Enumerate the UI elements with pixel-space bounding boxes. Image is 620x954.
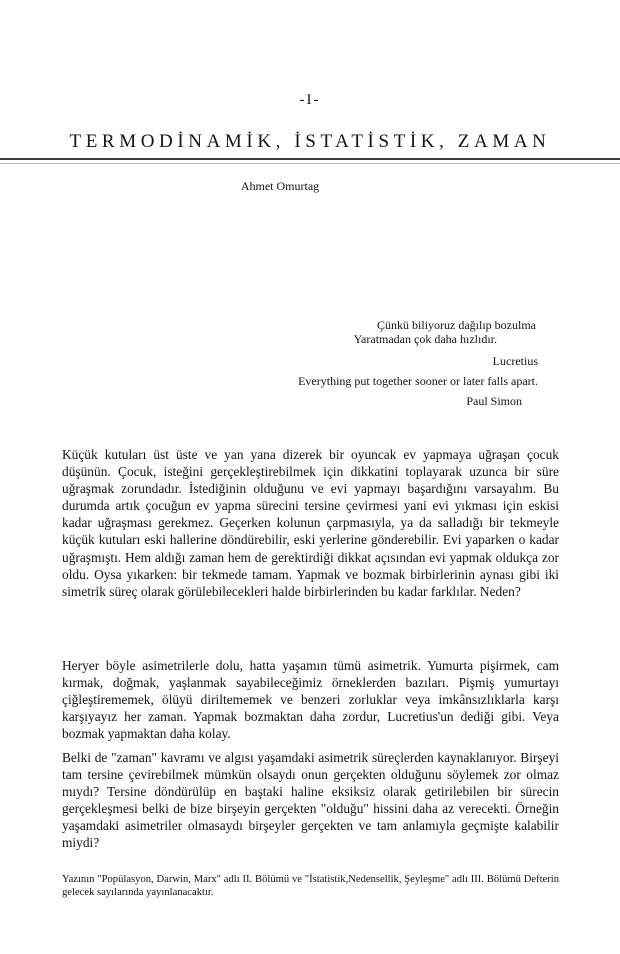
title-rule xyxy=(0,158,620,160)
title-rule-thin xyxy=(0,163,620,164)
footnote: Yazının "Popülasyon, Darwin, Marx" adlı II. Bölümü ve "İstatistik,Nedensellik, Şeyleşme" adlı III. Bölümü Defterin gelecek sayılarında yayınlanacaktır. xyxy=(62,874,559,898)
epigraph-attribution-paul-simon: Paul Simon xyxy=(466,394,522,408)
body-paragraph-2: Heryer böyle asimetrilerle dolu, hatta yaşamın tümü asimetrik. Yumurta pişirmek, cam kırmak, doğmak, yaşlanmak sayabileceğimiz örneklerden bazıları. Pişmiş yumurtayı çiğleştirememek, ölüyü diriltememek ve benzeri zorluklar veya imkânsızlıklarla karşı karşıyayız her zaman. Yapmak bozmaktan daha zordur, Lucretius'un dediği gibi. Veya bozmak yapmaktan daha kolay. xyxy=(62,658,559,742)
epigraph-line-3: Everything put together sooner or later falls apart. xyxy=(298,374,538,388)
body-paragraph-3: Belki de "zaman" kavramı ve algısı yaşamdaki asimetrik süreçlerden kaynaklanıyor. Birşeyi tam tersine çevirebilmek mümkün olsaydı onun gerçekten olduğunu söylemek zor olmaz mıydı? Tersine döndürülüp en baştaki haline eksiksiz olarak getirilebilen bir sürecin gerçekleşmesi belki de bize birşeyin gerçekten "olduğu" hissini daha az verecekti. Örneğin yaşamdaki asimetriler olmasaydı birşeyler gerçekten ve tam anlamıyla geçmişte kalabilir miydi? xyxy=(62,750,559,851)
body-paragraph-1: Küçük kutuları üst üste ve yan yana dizerek bir oyuncak ev yapmaya uğraşan çocuk düşünün. Çocuk, isteğini gerçekleştirebilmek için dikkatini toplayarak uzunca bir süre uğraşmak zorundadır. İstediğinin olduğunu ve evi yapmayı başardığını varsayalım. Bu durumda artık çocuğun ev yapma sürecini tersine çevirmesi yani evi yıkması için eskisi kadar uğraşması gerekmez. Geçerken kolunun çarpmasıyla, ya da salladığı bir tekmeyle küçük kutuları eski hallerine döndürebilir, eski yerlerine gönderebilir. Evi yaparken o kadar uğraşmıştı. Hem aldığı zaman hem de gerektirdiği dikkat açısından evi yapmak oldukça zor oldu. Oysa yıkarken: bir tekmede tamam. Yapmak ve bozmak birbirlerinin aynası gibi iki simetrik süreç olarak görülebilecekleri halde birbirlerinden bu kadar farklılar. Neden? xyxy=(62,447,559,599)
chapter-number: -I- xyxy=(299,92,321,108)
author-name: Ahmet Omurtag xyxy=(240,179,320,193)
epigraph-attribution-lucretius: Lucretius xyxy=(492,354,538,368)
epigraph-line-2: Yaratmadan çok daha hızlıdır. xyxy=(353,332,497,346)
chapter-title: TERMODİNAMİK, İSTATİSTİK, ZAMAN xyxy=(69,131,551,152)
epigraph-line-1: Çünkü biliyoruz dağılıp bozulma xyxy=(377,318,536,332)
